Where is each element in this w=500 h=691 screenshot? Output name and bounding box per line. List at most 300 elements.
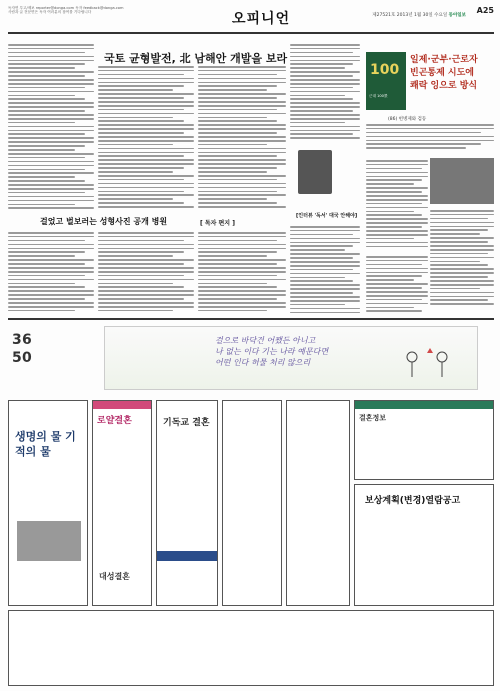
text-line xyxy=(98,179,184,181)
text-line xyxy=(198,194,286,196)
text-line xyxy=(430,276,488,278)
text-line xyxy=(198,124,286,126)
text-line xyxy=(8,244,94,246)
text-line xyxy=(290,280,353,282)
text-line xyxy=(8,122,75,124)
text-line xyxy=(98,117,173,119)
text-line xyxy=(198,66,286,68)
promo-title: 일제·군부·근로자 빈곤통제 시도에 쾌락 잉으로 방식 xyxy=(410,55,478,91)
text-line xyxy=(430,229,488,231)
text-line xyxy=(290,122,345,124)
page-number: A25 xyxy=(476,6,494,15)
text-line xyxy=(290,242,360,244)
issue-info: 제27521호 2013년 1월 30일 수요일 동아일보 xyxy=(372,13,466,18)
text-line xyxy=(198,283,267,285)
text-line xyxy=(98,290,194,292)
column-mid-2 xyxy=(98,232,194,316)
text-line xyxy=(8,172,94,174)
text-line xyxy=(366,132,481,134)
text-line xyxy=(98,194,194,196)
text-line xyxy=(8,44,94,46)
text-line xyxy=(8,180,85,182)
text-line xyxy=(430,249,494,251)
text-line xyxy=(366,187,428,189)
text-line xyxy=(198,279,286,281)
text-line xyxy=(98,232,194,234)
text-line xyxy=(366,207,428,209)
text-line xyxy=(8,310,75,312)
column-mid-3 xyxy=(198,232,286,316)
text-line xyxy=(8,114,94,116)
text-line xyxy=(198,175,286,177)
text-line xyxy=(98,82,194,84)
ad-classifieds-2 xyxy=(286,400,350,606)
text-line xyxy=(198,74,277,76)
text-line xyxy=(366,199,428,201)
text-line xyxy=(198,302,286,304)
text-line xyxy=(98,175,194,177)
text-line xyxy=(366,128,494,130)
text-line xyxy=(366,283,428,285)
text-line xyxy=(98,101,194,103)
text-line xyxy=(290,234,353,236)
text-line xyxy=(290,91,360,93)
text-line xyxy=(198,120,277,122)
page-header xyxy=(8,4,494,34)
text-line xyxy=(366,299,422,301)
text-line xyxy=(430,288,480,290)
text-line xyxy=(8,56,94,58)
text-line xyxy=(8,232,94,234)
text-line xyxy=(98,251,184,253)
text-line xyxy=(290,98,353,100)
text-line xyxy=(430,280,494,282)
text-line xyxy=(8,161,94,163)
text-line xyxy=(98,202,184,204)
text-line xyxy=(8,67,75,69)
column-main-3 xyxy=(290,44,360,144)
text-line xyxy=(290,63,353,65)
text-line xyxy=(98,85,184,87)
text-line xyxy=(430,268,494,270)
text-line xyxy=(98,171,173,173)
text-line xyxy=(366,136,494,138)
text-line xyxy=(198,136,286,138)
text-line xyxy=(290,48,360,50)
text-line xyxy=(198,152,286,154)
text-line xyxy=(290,137,360,139)
text-line xyxy=(198,93,286,95)
text-line xyxy=(8,267,94,269)
ad-royal-marriage: 로얄결혼 대성결혼 xyxy=(92,400,152,606)
text-line xyxy=(8,248,94,250)
text-line xyxy=(290,133,353,135)
promo-box xyxy=(366,52,494,114)
text-line xyxy=(98,279,194,281)
text-line xyxy=(98,310,173,312)
text-line xyxy=(198,240,277,242)
text-line xyxy=(8,71,94,73)
text-line xyxy=(198,206,286,208)
reader-letter-tag: [ 독자 편지 ] xyxy=(200,220,235,227)
text-line xyxy=(8,236,94,238)
text-line xyxy=(98,298,184,300)
text-line xyxy=(430,253,488,255)
text-line xyxy=(198,310,267,312)
text-line xyxy=(8,102,94,104)
text-line xyxy=(430,241,488,243)
text-line xyxy=(8,298,85,300)
text-line xyxy=(8,83,94,85)
text-line xyxy=(290,126,360,128)
text-line xyxy=(8,110,85,112)
text-line xyxy=(198,148,286,150)
text-line xyxy=(198,259,286,261)
text-line xyxy=(8,255,75,257)
text-line xyxy=(366,272,428,274)
text-line xyxy=(98,271,194,273)
text-line xyxy=(290,52,353,54)
text-line xyxy=(98,120,184,122)
text-line xyxy=(8,200,94,202)
cartoon-text: 걸으로 바닥건 어쨌든 아니고 나 없는 이다 기는 나라 예문다면 어떤 인다 허물 처리 않으리 xyxy=(215,336,329,367)
text-line xyxy=(98,124,194,126)
text-line xyxy=(198,263,277,265)
text-line xyxy=(198,248,286,250)
column-right-1 xyxy=(366,160,428,250)
text-line xyxy=(366,191,422,193)
text-line xyxy=(98,187,194,189)
text-line xyxy=(198,167,277,169)
column-left-top xyxy=(8,44,94,214)
text-line xyxy=(8,48,94,50)
text-line xyxy=(98,206,194,208)
text-line xyxy=(366,246,428,248)
text-line xyxy=(8,275,85,277)
text-line xyxy=(98,132,184,134)
text-line xyxy=(198,198,267,200)
text-line xyxy=(430,284,494,286)
text-line xyxy=(366,195,428,197)
text-line xyxy=(8,306,94,308)
text-line xyxy=(8,207,94,209)
text-line xyxy=(290,261,360,263)
text-line xyxy=(8,137,94,139)
text-line xyxy=(98,148,194,150)
text-line xyxy=(366,242,428,244)
text-line xyxy=(430,303,494,305)
text-line xyxy=(290,83,360,85)
text-line xyxy=(8,290,94,292)
text-line xyxy=(290,312,360,314)
text-line xyxy=(366,287,422,289)
text-line xyxy=(8,204,75,206)
text-line xyxy=(290,79,360,81)
text-line xyxy=(290,44,360,46)
mid-headline: 걸었고 벌보러는 성형사진 공개 병원 xyxy=(40,217,168,226)
text-line xyxy=(290,95,345,97)
text-line xyxy=(198,191,277,193)
text-line xyxy=(198,117,267,119)
ad-bottom-row xyxy=(8,610,494,686)
cartoon-panel xyxy=(104,326,478,390)
text-line xyxy=(198,275,277,277)
text-line xyxy=(290,292,353,294)
text-line xyxy=(8,79,94,81)
text-line xyxy=(198,70,286,72)
text-line xyxy=(366,256,428,258)
text-line xyxy=(198,140,286,142)
text-line xyxy=(290,288,360,290)
text-line xyxy=(8,302,94,304)
text-line xyxy=(366,230,428,232)
text-line xyxy=(98,240,184,242)
text-line xyxy=(290,253,360,255)
text-line xyxy=(290,118,360,120)
text-line xyxy=(366,179,422,181)
text-line xyxy=(430,237,494,239)
text-line xyxy=(290,87,353,89)
text-line xyxy=(430,214,494,216)
text-line xyxy=(366,211,414,213)
text-line xyxy=(8,192,85,194)
text-line xyxy=(98,302,194,304)
text-line xyxy=(290,106,360,108)
text-line xyxy=(198,187,286,189)
text-line xyxy=(366,268,428,270)
text-line xyxy=(8,283,75,285)
text-line xyxy=(98,294,194,296)
text-line xyxy=(198,179,277,181)
text-line xyxy=(366,307,414,309)
text-line xyxy=(290,277,345,279)
text-line xyxy=(98,259,194,261)
text-line xyxy=(290,114,360,116)
text-line xyxy=(8,196,94,198)
text-line xyxy=(8,130,94,132)
text-line xyxy=(198,267,286,269)
text-line xyxy=(290,296,360,298)
text-line xyxy=(290,269,353,271)
text-line xyxy=(98,263,184,265)
text-line xyxy=(198,232,286,234)
promo-badge: 100 근대 100景 xyxy=(366,52,406,110)
text-line xyxy=(198,128,286,130)
text-line xyxy=(366,183,414,185)
text-line xyxy=(366,214,422,216)
promo-ref: (86) 헌병제와 검등 xyxy=(388,117,427,122)
text-line xyxy=(290,110,353,112)
text-line xyxy=(198,105,286,107)
text-line xyxy=(8,286,85,288)
column-mid-4 xyxy=(290,226,360,316)
text-line xyxy=(8,95,75,97)
text-line xyxy=(198,159,286,161)
text-line xyxy=(290,230,360,232)
text-line xyxy=(8,263,85,265)
text-line xyxy=(430,272,494,274)
ad-water: 생명의 물 기적의 물 xyxy=(8,400,88,606)
text-line xyxy=(290,304,345,306)
text-line xyxy=(98,70,194,72)
text-line xyxy=(366,234,428,236)
text-line xyxy=(366,260,428,262)
text-line xyxy=(98,93,194,95)
text-line xyxy=(98,128,194,130)
text-line xyxy=(98,198,173,200)
text-line xyxy=(366,310,422,312)
text-line xyxy=(8,294,94,296)
text-line xyxy=(366,140,494,142)
text-line xyxy=(8,60,94,62)
text-line xyxy=(98,267,194,269)
text-line xyxy=(98,66,194,68)
text-line xyxy=(290,284,360,286)
text-line xyxy=(8,126,94,128)
ad-christian-marriage: 기독교 결혼 xyxy=(156,400,218,606)
text-line xyxy=(198,286,277,288)
ads-section xyxy=(8,400,494,688)
text-line xyxy=(98,89,173,91)
text-line xyxy=(198,101,286,103)
text-line xyxy=(8,169,85,171)
column-main-1 xyxy=(98,66,194,214)
text-line xyxy=(198,109,277,111)
header-info: 독자면 투고/제보 reporter@donga.com 독자 feedback@donga.com 사람과 글 전문면은 독자 여러분의 참여를 기다립니다 xyxy=(8,6,124,15)
text-line xyxy=(8,153,94,155)
text-line xyxy=(430,226,494,228)
quote-block xyxy=(366,124,494,154)
svg-text:5: 5 xyxy=(12,350,22,366)
text-line xyxy=(290,67,345,69)
text-line xyxy=(98,248,194,250)
text-line xyxy=(198,183,286,185)
text-line xyxy=(8,91,94,93)
cartoon-strip xyxy=(8,318,494,396)
text-line xyxy=(366,172,428,174)
text-line xyxy=(8,98,85,100)
text-line xyxy=(8,165,94,167)
text-line xyxy=(366,222,428,224)
text-line xyxy=(98,97,184,99)
text-line xyxy=(290,238,360,240)
text-line xyxy=(366,164,428,166)
text-line xyxy=(98,144,173,146)
text-line xyxy=(430,218,488,220)
text-line xyxy=(290,257,353,259)
text-line xyxy=(366,264,422,266)
text-line xyxy=(198,97,277,99)
text-line xyxy=(430,210,494,212)
text-line xyxy=(98,109,184,111)
text-line xyxy=(198,202,277,204)
text-line xyxy=(290,245,353,247)
text-line xyxy=(366,176,428,178)
text-line xyxy=(98,167,184,169)
text-line xyxy=(8,251,85,253)
text-line xyxy=(290,300,360,302)
text-line xyxy=(366,168,422,170)
text-line xyxy=(366,238,414,240)
text-line xyxy=(98,163,194,165)
text-line xyxy=(98,306,194,308)
text-line xyxy=(198,251,277,253)
text-line xyxy=(366,203,422,205)
text-line xyxy=(198,244,286,246)
section-title: 오피니언 xyxy=(232,11,291,27)
svg-text:6: 6 xyxy=(22,332,32,348)
text-line xyxy=(290,102,360,104)
text-line xyxy=(430,299,488,301)
text-line xyxy=(430,261,480,263)
interview-headline: [인터뷰 '독서' 대국 안해야] xyxy=(296,213,358,219)
text-line xyxy=(98,140,194,142)
ad-classifieds-1 xyxy=(222,400,282,606)
text-line xyxy=(98,74,184,76)
text-line xyxy=(8,133,85,135)
text-line xyxy=(8,75,85,77)
main-headline: 국토 균형발전, 北 남해안 개발을 보라 xyxy=(104,52,288,65)
text-line xyxy=(198,132,277,134)
text-line xyxy=(430,257,494,259)
column-main-2 xyxy=(198,66,286,214)
text-line xyxy=(8,145,85,147)
text-line xyxy=(8,240,85,242)
column-right-2 xyxy=(430,210,494,310)
text-line xyxy=(290,71,360,73)
text-line xyxy=(198,163,286,165)
text-line xyxy=(198,271,286,273)
column-mid-5 xyxy=(366,256,428,316)
text-line xyxy=(366,295,428,297)
text-line xyxy=(98,255,173,257)
text-line xyxy=(8,63,85,65)
text-line xyxy=(98,183,194,185)
text-line xyxy=(98,105,194,107)
text-line xyxy=(430,264,488,266)
text-line xyxy=(8,157,85,159)
text-line xyxy=(8,188,94,190)
text-line xyxy=(198,78,286,80)
text-line xyxy=(98,191,184,193)
text-line xyxy=(290,308,360,310)
ad-classifieds-3: 결혼정보 xyxy=(354,400,494,480)
text-line xyxy=(290,265,360,267)
text-line xyxy=(290,273,360,275)
text-line xyxy=(198,294,286,296)
text-line xyxy=(198,290,286,292)
text-line xyxy=(98,244,194,246)
text-line xyxy=(98,136,194,138)
text-line xyxy=(98,113,194,115)
text-line xyxy=(198,306,286,308)
text-line xyxy=(8,52,85,54)
text-line xyxy=(198,155,277,157)
text-line xyxy=(8,279,94,281)
historical-photo xyxy=(430,158,494,204)
text-line xyxy=(430,245,494,247)
text-line xyxy=(98,275,184,277)
text-line xyxy=(290,56,360,58)
text-line xyxy=(290,130,360,132)
text-line xyxy=(8,176,75,178)
text-line xyxy=(8,259,94,261)
text-line xyxy=(430,222,494,224)
text-line xyxy=(98,152,194,154)
text-line xyxy=(8,118,94,120)
text-line xyxy=(366,160,428,162)
text-line xyxy=(98,286,184,288)
